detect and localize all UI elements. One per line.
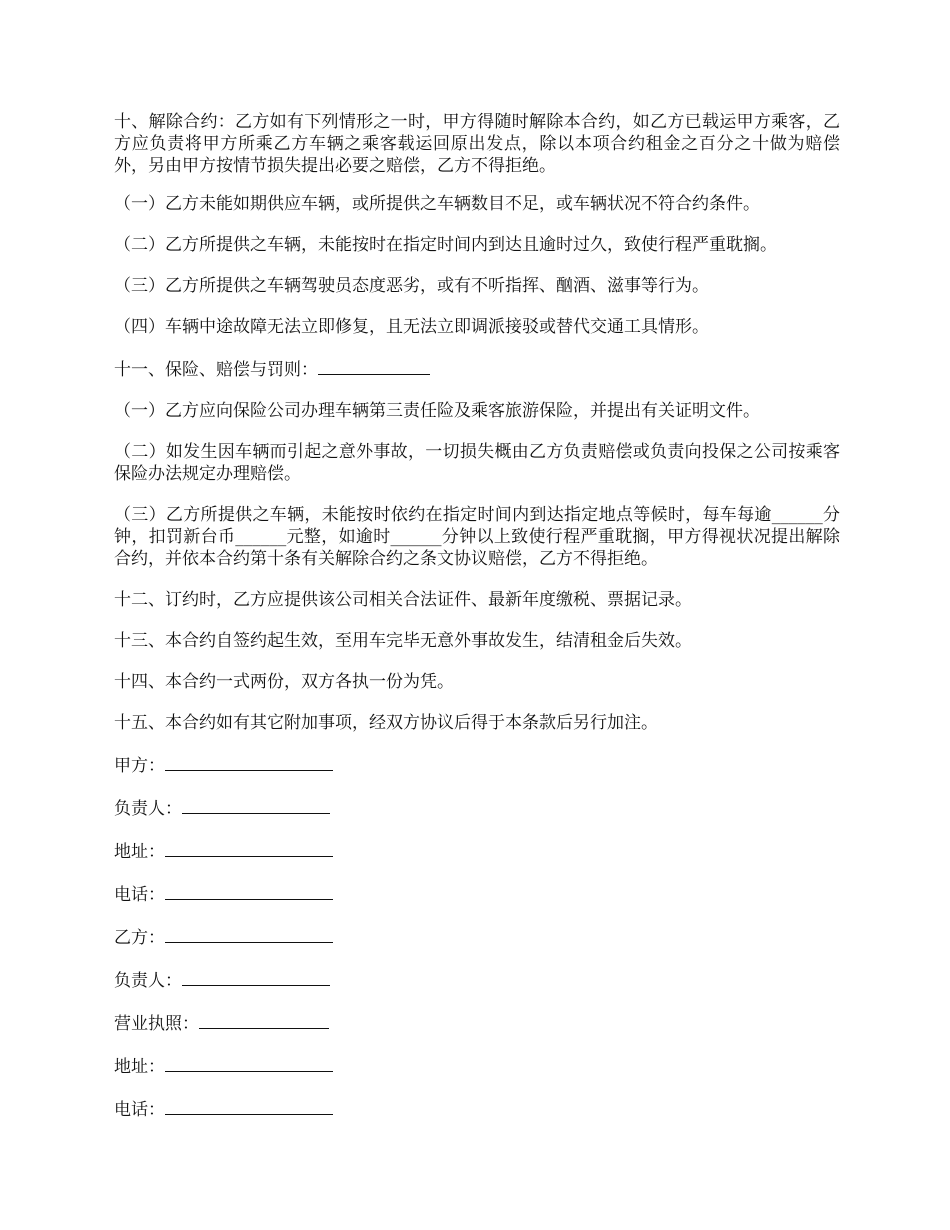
party-b-label: 乙方： xyxy=(114,928,165,948)
clause-11-heading xyxy=(114,357,840,381)
clause-11-label: 十一、保险、赔偿与罚则： xyxy=(114,360,318,380)
party-b-rep-blank xyxy=(182,968,330,986)
party-b-address-blank xyxy=(165,1054,333,1072)
party-b-phone-label: 电话： xyxy=(114,1100,165,1120)
party-b-name-blank xyxy=(165,925,333,943)
party-b-phone-blank xyxy=(165,1097,333,1115)
clause-10-item-1: （一）乙方未能如期供应车辆，或所提供之车辆数目不足，或车辆状况不符合约条件。 xyxy=(114,194,760,214)
party-a-phone-line xyxy=(114,882,840,906)
party-a-name-line xyxy=(114,753,840,777)
party-b-license-label: 营业执照： xyxy=(114,1014,199,1034)
party-a-phone-label: 电话： xyxy=(114,885,165,905)
party-a-address-blank xyxy=(165,839,333,857)
clause-12: 十二、订约时，乙方应提供该公司相关合法证件、最新年度缴税、票据记录。 xyxy=(114,590,692,610)
party-a-rep-label: 负责人： xyxy=(114,799,182,819)
clause-11-item-3: （三）乙方所提供之车辆，未能按时依约在指定时间内到达指定地点等候时，每车每逾______分钟，扣罚新台币______元整，如逾时______分钟以上致使行程严重耽搁，甲方得视状况提出解除合约，并依本合约第十条有关解除合约之条文协议赔偿，乙方不得拒绝。 xyxy=(114,505,840,569)
clause-10-item-2: （二）乙方所提供之车辆，未能按时在指定时间内到达且逾时过久，致使行程严重耽搁。 xyxy=(114,235,777,255)
clause-11-item-1: （一）乙方应向保险公司办理车辆第三责任险及乘客旅游保险，并提出有关证明文件。 xyxy=(114,401,760,421)
party-a-phone-blank xyxy=(165,882,333,900)
party-a-address-line xyxy=(114,839,840,863)
party-b-phone-line xyxy=(114,1097,840,1121)
party-b-address-label: 地址： xyxy=(114,1057,165,1077)
contract-page xyxy=(114,111,840,1140)
party-a-rep-blank xyxy=(182,796,330,814)
clause-11-item-2: （二）如发生因车辆而引起之意外事故，一切损失概由乙方负责赔偿或负责向投保之公司按乘客保险办法规定办理赔偿。 xyxy=(114,442,840,484)
party-a-name-blank xyxy=(165,753,333,771)
party-a-label: 甲方： xyxy=(114,756,165,776)
clause-11-blank xyxy=(318,357,430,375)
clause-14: 十四、本合约一式两份，双方各执一份为凭。 xyxy=(114,672,454,692)
party-b-address-line xyxy=(114,1054,840,1078)
clause-15: 十五、本合约如有其它附加事项，经双方协议后得于本条款后另行加注。 xyxy=(114,713,658,733)
clause-10: 十、解除合约：乙方如有下列情形之一时，甲方得随时解除本合约，如乙方已载运甲方乘客，乙方应负责将甲方所乘乙方车辆之乘客载运回原出发点，除以本项合约租金之百分之十做为赔偿外，另由甲方按情节损失提出必要之赔偿，乙方不得拒绝。 xyxy=(114,112,840,176)
party-b-rep-label: 负责人： xyxy=(114,971,182,991)
party-a-rep-line xyxy=(114,796,840,820)
party-b-license-blank xyxy=(199,1011,329,1029)
party-b-rep-line xyxy=(114,968,840,992)
clause-10-item-3: （三）乙方所提供之车辆驾驶员态度恶劣，或有不听指挥、酗酒、滋事等行为。 xyxy=(114,276,709,296)
clause-13: 十三、本合约自签约起生效，至用车完毕无意外事故发生，结清租金后失效。 xyxy=(114,631,692,651)
party-b-name-line xyxy=(114,925,840,949)
clause-10-item-4: （四）车辆中途故障无法立即修复，且无法立即调派接驳或替代交通工具情形。 xyxy=(114,317,709,337)
party-b-license-line xyxy=(114,1011,840,1035)
party-a-address-label: 地址： xyxy=(114,842,165,862)
